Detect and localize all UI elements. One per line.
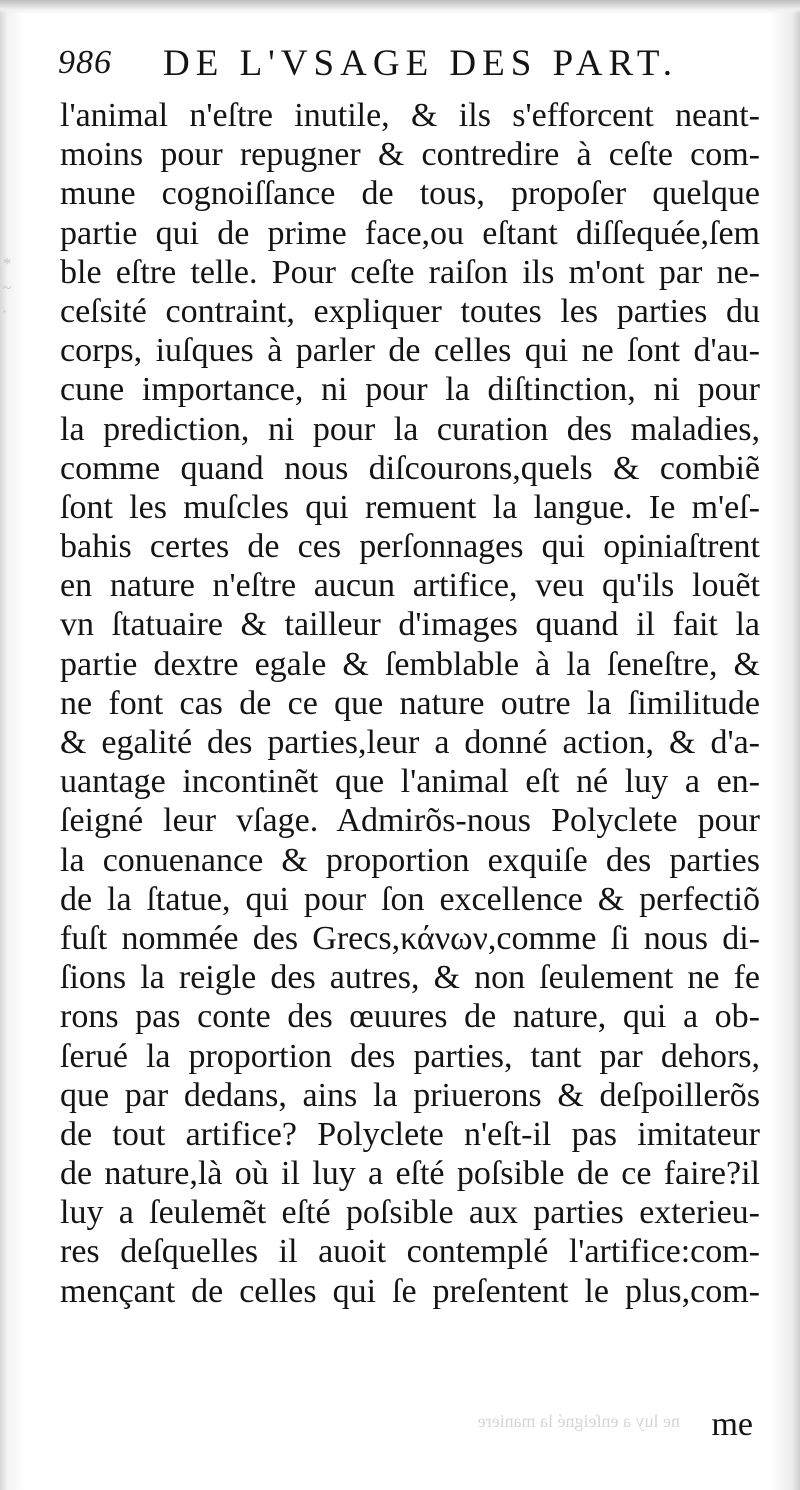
- text-line: ceſsité contraint, expliquer toutes les parties du: [60, 292, 760, 330]
- text-line: luy a ſeulemẽt eſté poſsible aux parties exterieu-: [60, 1194, 760, 1232]
- catchword-row: [60, 1405, 753, 1445]
- page-number: 986: [58, 44, 112, 81]
- text-line: corps, iuſques à parler de celles qui ne ſont d'au-: [60, 332, 760, 370]
- margin-bleed-through: [2, 252, 38, 372]
- text-line: rons pas conte des œuures de nature, qui a ob-: [60, 998, 760, 1036]
- text-line: la conuenance & proportion exquiſe des parties: [60, 841, 760, 879]
- text-line: ſions la reigle des autres, & non ſeulement ne fe: [60, 959, 760, 997]
- margin-ghost-mark: ~: [2, 278, 12, 297]
- text-line: vn ſtatuaire & tailleur d'images quand il fait la: [60, 606, 760, 644]
- text-line: uantage incontinẽt que l'animal eſt né luy a en-: [60, 763, 760, 801]
- text-line: mune cognoiſſance de tous, propoſer quelque: [60, 175, 760, 213]
- reverse-page-bleed-through: ne luy a enſeigné la maniere: [477, 1411, 680, 1431]
- catchword: me: [711, 1406, 753, 1443]
- text-line: de nature,là où il luy a eſté poſsible de ce faire?il: [60, 1155, 760, 1193]
- text-line: partie qui de prime face,ou eſtant diſſequée,ſem: [60, 214, 760, 252]
- text-line: que par dedans, ains la priuerons & deſpoillerõs: [60, 1076, 760, 1114]
- body-text: [60, 96, 760, 1311]
- text-line: ne font cas de ce que nature outre la ſimilitude: [60, 684, 760, 722]
- text-line: partie dextre egale & ſemblable à la ſeneſtre, &: [60, 645, 760, 683]
- text-line: fuſt nommée des Grecs,κάνων,comme ſi nous di-: [60, 919, 760, 957]
- text-line: l'animal n'eſtre inutile, & ils s'efforcent neant-: [60, 97, 760, 134]
- text-line: moins pour repugner & contredire à ceſte com-: [60, 136, 760, 174]
- running-title: DE L'VSAGE DES PART.: [163, 43, 679, 84]
- margin-ghost-mark: *: [2, 254, 11, 273]
- running-head: [58, 40, 758, 92]
- text-line: en nature n'eſtre aucun artifice, veu qu'ils louẽt: [60, 567, 760, 605]
- text-line: & egalité des parties,leur a donné action, & d'a-: [60, 724, 760, 761]
- text-line: ſeigné leur vſage. Admirõs-nous Polyclete pour: [60, 802, 760, 840]
- scan-shadow: [0, 0, 800, 14]
- text-line: ſont les muſcles qui remuent la langue. Ie m'eſ-: [60, 488, 760, 526]
- text-line: comme quand nous diſcourons,quels & combiẽ: [60, 449, 760, 487]
- text-line: cune importance, ni pour la diſtinction, ni pour: [60, 371, 760, 409]
- text-line: res deſquelles il auoit contemplé l'artifice:com-: [60, 1233, 760, 1271]
- text-line: de la ſtatue, qui pour ſon excellence & perfectiõ: [60, 880, 760, 918]
- text-line: de tout artifice? Polyclete n'eſt-il pas imitateur: [60, 1115, 760, 1153]
- text-line: ble eſtre telle. Pour ceſte raiſon ils m'ont par ne-: [60, 253, 760, 291]
- text-line: ſerué la proportion des parties, tant par dehors,: [60, 1037, 760, 1075]
- margin-ghost-mark: ·: [2, 302, 7, 321]
- text-line: bahis certes de ces perſonnages qui opiniaſtrent: [60, 528, 760, 566]
- text-line: mençant de celles qui ſe preſentent le plus,com-: [60, 1272, 760, 1310]
- text-line: la prediction, ni pour la curation des maladies,: [60, 410, 760, 448]
